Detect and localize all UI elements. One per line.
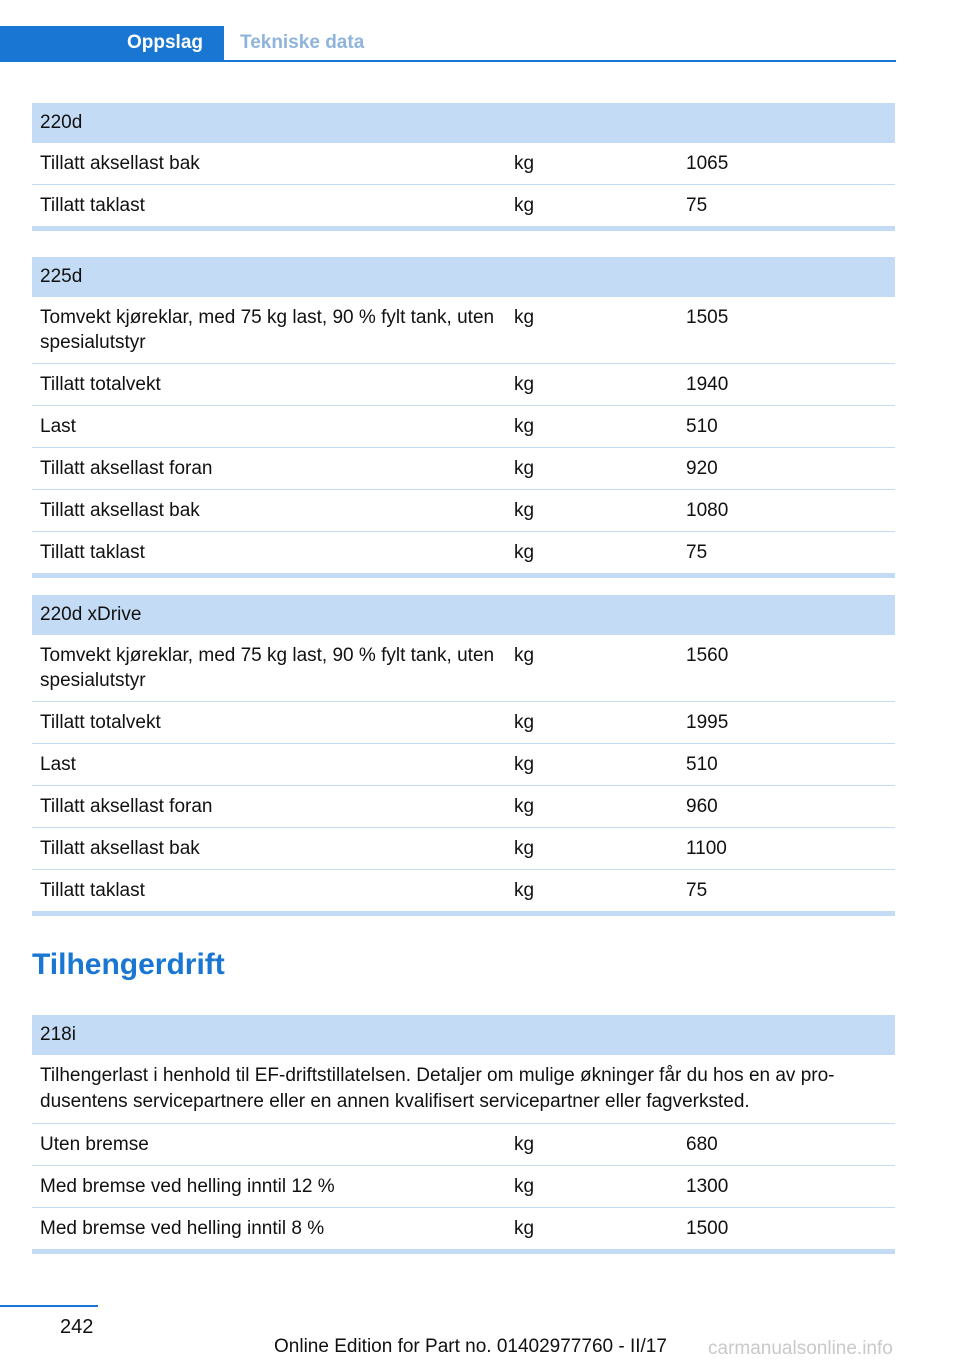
row-label: Last <box>40 754 76 775</box>
table-row <box>32 1166 895 1208</box>
row-value: 1505 <box>686 307 729 328</box>
footer-divider <box>0 1305 98 1307</box>
table-row <box>32 744 895 786</box>
row-label: Tillatt aksellast bak <box>40 838 200 859</box>
edition-text: Online Edition for Part no. 01402977760 - II/17 <box>274 1336 667 1357</box>
table-title: 220d xDrive <box>32 595 895 635</box>
table-row <box>32 490 895 532</box>
row-label: Tillatt taklast <box>40 880 145 901</box>
table-220d-xdrive <box>32 595 895 916</box>
row-value: 510 <box>686 416 718 437</box>
row-label: Uten bremse <box>40 1134 149 1155</box>
table-220d <box>32 103 895 231</box>
watermark: carmanualsonline.info <box>708 1338 893 1359</box>
table-end-rule <box>32 911 895 916</box>
row-unit: kg <box>514 1218 535 1239</box>
table-row <box>32 185 895 226</box>
row-unit: kg <box>514 542 535 563</box>
row-label: Tillatt totalvekt <box>40 374 161 395</box>
row-value: 1080 <box>686 500 729 521</box>
table-title: 220d <box>32 103 895 143</box>
header-divider <box>0 60 896 62</box>
row-unit: kg <box>514 754 535 775</box>
row-unit: kg <box>514 195 535 216</box>
tab-oppslag[interactable]: Oppslag <box>0 26 224 60</box>
table-end-rule <box>32 573 895 578</box>
row-label: Tillatt aksellast bak <box>40 500 200 521</box>
table-row <box>32 297 895 364</box>
row-unit: kg <box>514 416 535 437</box>
row-unit: kg <box>514 645 535 666</box>
row-value: 960 <box>686 796 718 817</box>
row-value: 920 <box>686 458 718 479</box>
row-unit: kg <box>514 500 535 521</box>
section-title: Tilhengerdrift <box>32 948 225 981</box>
table-title: 225d <box>32 257 895 297</box>
row-label: Tillatt aksellast foran <box>40 458 213 479</box>
row-label: Med bremse ved helling inntil 8 % <box>40 1218 325 1239</box>
table-row <box>32 364 895 406</box>
row-value: 75 <box>686 542 708 563</box>
row-unit: kg <box>514 838 535 859</box>
row-value: 1065 <box>686 153 729 174</box>
row-label: Last <box>40 416 76 437</box>
table-row <box>32 702 895 744</box>
table-row <box>32 1208 895 1249</box>
row-value: 510 <box>686 754 718 775</box>
table-row <box>32 828 895 870</box>
row-label: Tillatt taklast <box>40 542 145 563</box>
row-value: 1100 <box>686 838 727 859</box>
row-unit: kg <box>514 796 535 817</box>
row-value: 1560 <box>686 645 729 666</box>
table-row <box>32 635 895 702</box>
table-row <box>32 870 895 911</box>
table-row <box>32 1124 895 1166</box>
table-row <box>32 786 895 828</box>
row-unit: kg <box>514 458 535 479</box>
row-label: Tillatt totalvekt <box>40 712 161 733</box>
row-unit: kg <box>514 880 535 901</box>
row-value: 75 <box>686 880 708 901</box>
table-225d <box>32 257 895 578</box>
table-row <box>32 448 895 490</box>
table-row <box>32 143 895 185</box>
row-value: 680 <box>686 1134 718 1155</box>
table-end-rule <box>32 1249 895 1254</box>
table-title: 218i <box>32 1015 895 1055</box>
table-218i <box>32 1015 895 1254</box>
row-unit: kg <box>514 712 535 733</box>
row-label: Tillatt taklast <box>40 195 145 216</box>
row-value: 1500 <box>686 1218 729 1239</box>
row-label: Med bremse ved helling inntil 12 % <box>40 1176 335 1197</box>
row-unit: kg <box>514 307 535 328</box>
row-label: Tomvekt kjøreklar, med 75 kg last, 90 % fylt tank, uten spesialutstyr <box>40 307 495 353</box>
row-value: 1995 <box>686 712 729 733</box>
row-label: Tillatt aksellast bak <box>40 153 200 174</box>
table-row <box>32 406 895 448</box>
tab-tekniske-data[interactable]: Tekniske data <box>240 32 365 53</box>
row-unit: kg <box>514 153 535 174</box>
row-value: 1300 <box>686 1176 729 1197</box>
table-note: Tilhengerlast i henhold til EF-driftstillatelsen. Detaljer om mulige økninger får du hos en av produsentens servicepartnere eller en annen kvalifisert servicepartner eller fagverksted. <box>32 1055 895 1124</box>
row-label: Tomvekt kjøreklar, med 75 kg last, 90 % fylt tank, uten spesialutstyr <box>40 645 495 691</box>
row-unit: kg <box>514 1176 535 1197</box>
row-label: Tillatt aksellast foran <box>40 796 213 817</box>
table-row <box>32 532 895 573</box>
row-unit: kg <box>514 374 535 395</box>
table-end-rule <box>32 226 895 231</box>
row-unit: kg <box>514 1134 535 1155</box>
page-header <box>0 0 960 62</box>
row-value: 1940 <box>686 374 729 395</box>
row-value: 75 <box>686 195 708 216</box>
page-number: 242 <box>60 1316 94 1338</box>
